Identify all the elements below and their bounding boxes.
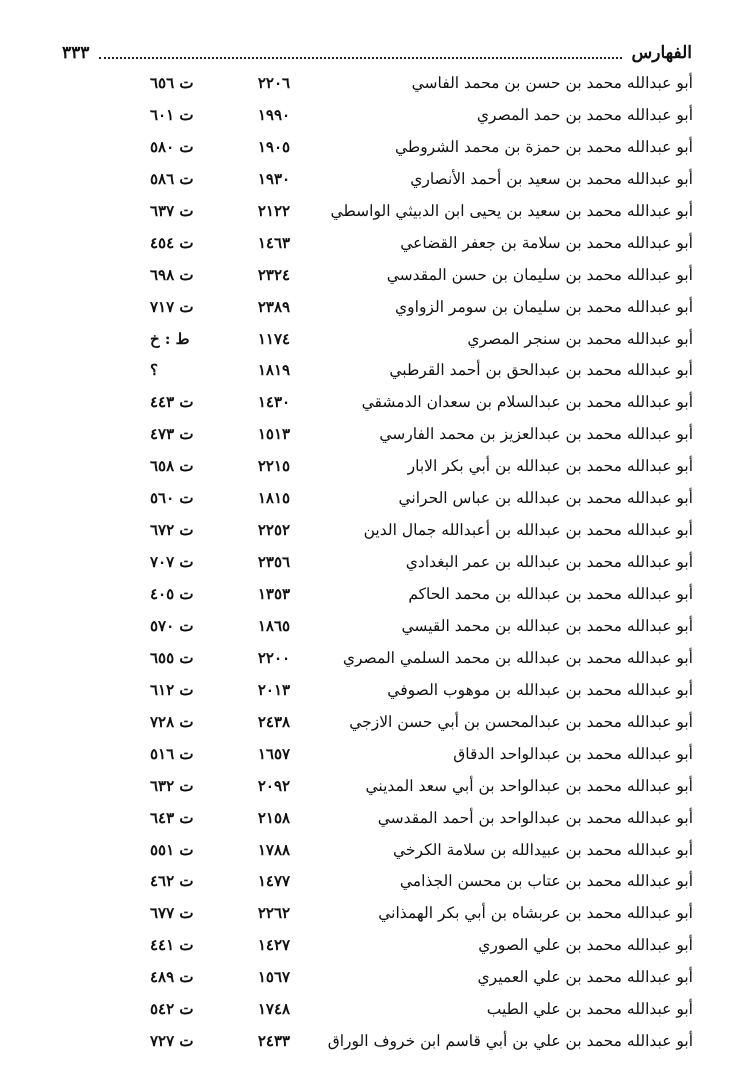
entry-name: أبو عبدالله محمد بن عبدالواحد بن أبي سعد المديني [365, 776, 693, 795]
entry-number: ١٩٩٠ [257, 105, 291, 124]
index-entry [0, 709, 743, 741]
entry-ref: ت ٥٧٠ [150, 616, 194, 635]
entry-ref: ت ٦١٢ [150, 680, 194, 699]
entry-number: ٢٠٩٢ [257, 776, 291, 795]
index-entry [0, 868, 743, 900]
entry-number: ٢٢٠٠ [257, 648, 291, 667]
index-entry [0, 964, 743, 996]
entry-name: أبو عبدالله محمد بن عبيدالله بن سلامة الكرخي [393, 840, 693, 859]
index-entry [0, 485, 743, 517]
index-entry [0, 996, 743, 1028]
entry-name: أبو عبدالله محمد بن عبدالله بن موهوب الصوفي [387, 680, 693, 699]
entry-name: أبو عبدالله محمد بن حمزة بن محمد الشروطي [394, 137, 693, 156]
index-entry [0, 613, 743, 645]
entry-ref: ت ٤٨٩ [150, 968, 194, 987]
entry-name: أبو عبدالله محمد بن سلامة بن جعفر القضاعي [400, 233, 693, 252]
entry-ref: ت ٦٥٨ [150, 457, 194, 476]
entry-number: ١٨٦٥ [257, 616, 291, 635]
index-entry [0, 70, 743, 102]
entry-name: أبو عبدالله محمد بن علي العميري [477, 968, 693, 987]
index-entry [0, 421, 743, 453]
entry-number: ١٧٨٨ [257, 840, 291, 859]
entry-number: ١٤٧٧ [257, 872, 291, 891]
entry-name: أبو عبدالله محمد بن علي الطيب [486, 1000, 693, 1019]
index-entry [0, 294, 743, 326]
entry-name: أبو عبدالله محمد بن سليمان بن سومر الزواوي [395, 297, 693, 316]
index-entries [0, 70, 743, 1060]
entry-name: أبو عبدالله محمد بن علي الصوري [478, 936, 693, 955]
entry-number: ١٨١٩ [257, 361, 291, 380]
entry-ref: ت ٥٨٦ [150, 169, 194, 188]
entry-name: أبو عبدالله محمد بن عبدالله بن محمد الحاكم [408, 585, 693, 603]
entry-ref: ت ٦٩٨ [150, 265, 194, 284]
entry-ref: ت ٦٥٦ [150, 74, 194, 92]
entry-name: أبو عبدالله محمد بن عبدالله بن أبي بكر الابار [407, 457, 693, 476]
index-entry [0, 900, 743, 932]
page-header [62, 38, 692, 68]
entry-ref: ت ٥٨٠ [150, 137, 194, 156]
entry-number: ٢٢٠٦ [257, 74, 291, 92]
entry-name: أبو عبدالله محمد بن عبدالله بن أعبدالله جمال الدين [363, 521, 693, 540]
index-entry [0, 1028, 743, 1060]
entry-number: ١٤٦٣ [257, 233, 291, 252]
index-entry [0, 326, 743, 358]
entry-name: أبو عبدالله محمد بن عبدالله بن محمد السلمي المصري [342, 648, 693, 667]
entry-number: ٢١٥٨ [257, 808, 291, 827]
entry-ref: ت ٤٤٣ [150, 393, 194, 412]
index-entry [0, 357, 743, 389]
entry-name: أبو عبدالله محمد بن عبدالمحسن بن أبي حسن الازجي [349, 712, 693, 731]
index-entry [0, 645, 743, 677]
page-number: ٣٣٣ [62, 43, 90, 63]
entry-ref: ت ٥٤٢ [150, 1000, 194, 1019]
index-entry [0, 198, 743, 230]
entry-number: ١١٧٤ [257, 329, 291, 348]
entry-number: ١٥١٣ [257, 425, 291, 444]
index-entry [0, 102, 743, 134]
entry-ref: ت ٦٣٧ [150, 201, 194, 220]
index-entry [0, 805, 743, 837]
entry-ref: ت ٤٠٥ [150, 585, 194, 603]
index-entry [0, 677, 743, 709]
entry-ref: ت ٧١٧ [150, 297, 194, 316]
entry-ref: ت ٤٥٤ [150, 233, 194, 252]
index-entry [0, 549, 743, 581]
entry-ref: ؟ [150, 361, 158, 380]
entry-number: ٢٢٥٢ [257, 521, 291, 540]
entry-number: ٢٠١٣ [257, 680, 291, 699]
entry-ref: ت ٧٢٧ [150, 1032, 194, 1051]
entry-number: ١٥٦٧ [257, 968, 291, 987]
entry-name: أبو عبدالله محمد بن عربشاه بن أبي بكر الهمذاني [378, 904, 693, 923]
entry-ref: ت ٥٦٠ [150, 489, 194, 508]
entry-name: أبو عبدالله محمد بن عبدالواحد بن أحمد المقدسي [377, 808, 693, 827]
entry-ref: ت ٧٠٧ [150, 553, 194, 572]
entry-ref: ت ٦٣٢ [150, 776, 194, 795]
entry-number: ٢٣٨٩ [257, 297, 291, 316]
entry-number: ١٨١٥ [257, 489, 291, 508]
entry-number: ٢٢١٥ [257, 457, 291, 476]
entry-name: أبو عبدالله محمد بن سنجر المصري [467, 329, 693, 348]
entry-ref: ت ٦٠١ [150, 105, 194, 124]
index-entry [0, 837, 743, 869]
index-entry [0, 134, 743, 166]
entry-number: ١٧٤٨ [257, 1000, 291, 1019]
entry-name: أبو عبدالله محمد بن عبدالعزيز بن محمد الفارسي [379, 425, 693, 444]
entry-ref: ت ٥١٦ [150, 744, 194, 763]
entry-name: أبو عبدالله محمد بن عبدالواحد الدقاق [453, 744, 693, 763]
entry-number: ٢٤٣٣ [257, 1032, 291, 1051]
entry-ref: ت ٧٢٨ [150, 712, 194, 731]
index-entry [0, 166, 743, 198]
entry-number: ٢٤٣٨ [257, 712, 291, 731]
leader-dots [99, 57, 621, 59]
entry-name: أبو عبدالله محمد بن حسن بن محمد الفاسي [411, 74, 693, 92]
entry-ref: ت ٤٧٣ [150, 425, 194, 444]
index-entry [0, 581, 743, 613]
index-entry [0, 773, 743, 805]
entry-number: ١٣٥٣ [257, 585, 291, 603]
entry-number: ١٦٥٧ [257, 744, 291, 763]
index-entry [0, 453, 743, 485]
entry-number: ١٤٢٧ [257, 936, 291, 955]
entry-name: أبو عبدالله محمد بن عتاب بن محسن الجذامي [399, 872, 693, 891]
index-entry [0, 517, 743, 549]
entry-name: أبو عبدالله محمد بن عبدالله بن محمد القيسي [401, 616, 693, 635]
index-entry [0, 389, 743, 421]
entry-name: أبو عبدالله محمد بن علي بن أبي قاسم ابن خروف الوراق [327, 1032, 693, 1051]
entry-name: أبو عبدالله محمد بن عبدالسلام بن سعدان الدمشقي [361, 393, 693, 412]
entry-number: ١٩٠٥ [257, 137, 291, 156]
entry-name: أبو عبدالله محمد بن سعيد بن يحيى ابن الدبيثي الواسطي [330, 201, 693, 220]
entry-ref: ط : خ [150, 329, 190, 348]
index-entry [0, 741, 743, 773]
entry-ref: ت ٦٥٥ [150, 648, 194, 667]
entry-name: أبو عبدالله محمد بن عبدالحق بن أحمد القرطبي [389, 361, 693, 380]
entry-name: أبو عبدالله محمد بن حمد المصري [476, 105, 693, 124]
section-title: الفهارس [631, 43, 692, 63]
entry-number: ١٤٣٠ [257, 393, 291, 412]
index-entry [0, 262, 743, 294]
entry-number: ٢١٢٢ [257, 201, 291, 220]
entry-number: ١٩٣٠ [257, 169, 291, 188]
index-entry [0, 932, 743, 964]
entry-ref: ت ٤٦٢ [150, 872, 194, 891]
entry-ref: ت ٤٤١ [150, 936, 194, 955]
entry-number: ٢٣٥٦ [257, 553, 291, 572]
entry-ref: ت ٦٧٧ [150, 904, 194, 923]
entry-ref: ت ٦٧٢ [150, 521, 194, 540]
entry-name: أبو عبدالله محمد بن عبدالله بن عباس الحراني [398, 489, 693, 508]
entry-ref: ت ٥٥١ [150, 840, 194, 859]
entry-number: ٢٢٦٢ [257, 904, 291, 923]
entry-ref: ت ٦٤٣ [150, 808, 194, 827]
entry-name: أبو عبدالله محمد بن سليمان بن حسن المقدسي [386, 265, 693, 284]
entry-name: أبو عبدالله محمد بن عبدالله بن عمر البغدادي [405, 553, 693, 572]
entry-name: أبو عبدالله محمد بن سعيد بن أحمد الأنصاري [410, 169, 693, 188]
index-entry [0, 230, 743, 262]
entry-number: ٢٣٢٤ [257, 265, 291, 284]
